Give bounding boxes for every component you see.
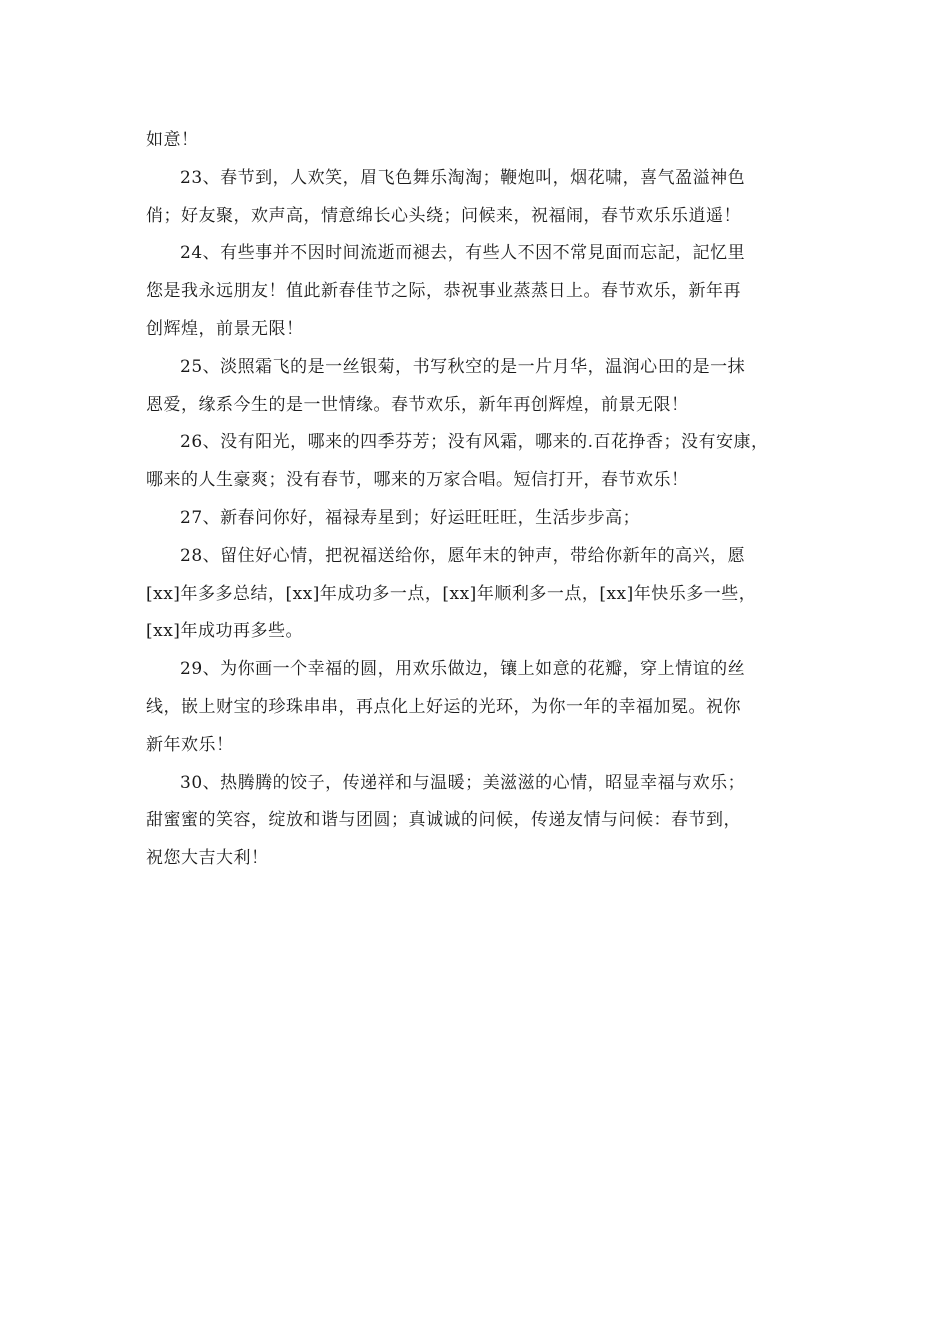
paragraph-30-line-1: 30、热腾腾的饺子，传递祥和与温暖；美滋滋的心情，昭显幸福与欢乐；: [180, 772, 746, 793]
paragraph-28-line-3: [xx]年成功再多些。: [146, 621, 303, 642]
text-line: 如意！: [146, 130, 199, 150]
paragraph-23-line-1: 23、春节到，人欢笑，眉飞色舞乐淘淘；鞭炮叫，烟花啸，喜气盈溢神色: [180, 167, 746, 188]
paragraph-25-line-2: 恩爱，缘系今生的是一世情缘。春节欢乐，新年再创辉煌，前景无限！: [146, 394, 689, 415]
paragraph-24-line-1: 24、有些事并不因时间流逝而褪去，有些人不因不常見面而忘記，記忆里: [180, 243, 746, 264]
document-body: [146, 122, 806, 878]
paragraph-27-line-1: 27、新春问你好，福禄寿星到；好运旺旺旺，生活步步高；: [180, 507, 641, 528]
paragraph-29-line-3: 新年欢乐！: [146, 734, 234, 755]
paragraph-30-line-2: 甜蜜蜜的笑容，绽放和谐与团圆；真诚诚的问候，传递友情与问候：春节到，: [146, 810, 741, 831]
paragraph-26-line-1: 26、没有阳光，哪来的四季芬芳；没有风霜，哪来的.百花挣香；没有安康，: [180, 432, 769, 453]
paragraph-29-line-1: 29、为你画一个幸福的圆，用欢乐做边，镶上如意的花瓣，穿上情谊的丝: [180, 659, 746, 680]
paragraph-25-line-1: 25、淡照霜飞的是一丝银菊，书写秋空的是一片月华，温润心田的是一抹: [180, 356, 746, 377]
paragraph-24-line-2: 您是我永远朋友！值此新春佳节之际，恭祝事业蒸蒸日上。春节欢乐，新年再: [146, 281, 741, 302]
paragraph-28-line-1: 28、留住好心情，把祝福送给你，愿年末的钟声，带给你新年的高兴，愿: [180, 545, 746, 566]
paragraph-29-line-2: 线，嵌上财宝的珍珠串串，再点化上好运的光环，为你一年的幸福加冕。祝你: [146, 696, 741, 717]
paragraph-24-line-3: 创辉煌，前景无限！: [146, 318, 304, 339]
paragraph-26-line-2: 哪来的人生豪爽；没有春节，哪来的万家合唱。短信打开，春节欢乐！: [146, 470, 689, 491]
paragraph-23-line-2: 俏；好友聚，欢声高，情意绵长心头绕；问候来，祝福闹，春节欢乐乐逍遥！: [146, 205, 741, 226]
paragraph-30-line-3: 祝您大吉大利！: [146, 848, 269, 869]
paragraph-28-line-2: [xx]年多多总结，[xx]年成功多一点，[xx]年顺利多一点，[xx]年快乐多一些，: [146, 583, 757, 604]
